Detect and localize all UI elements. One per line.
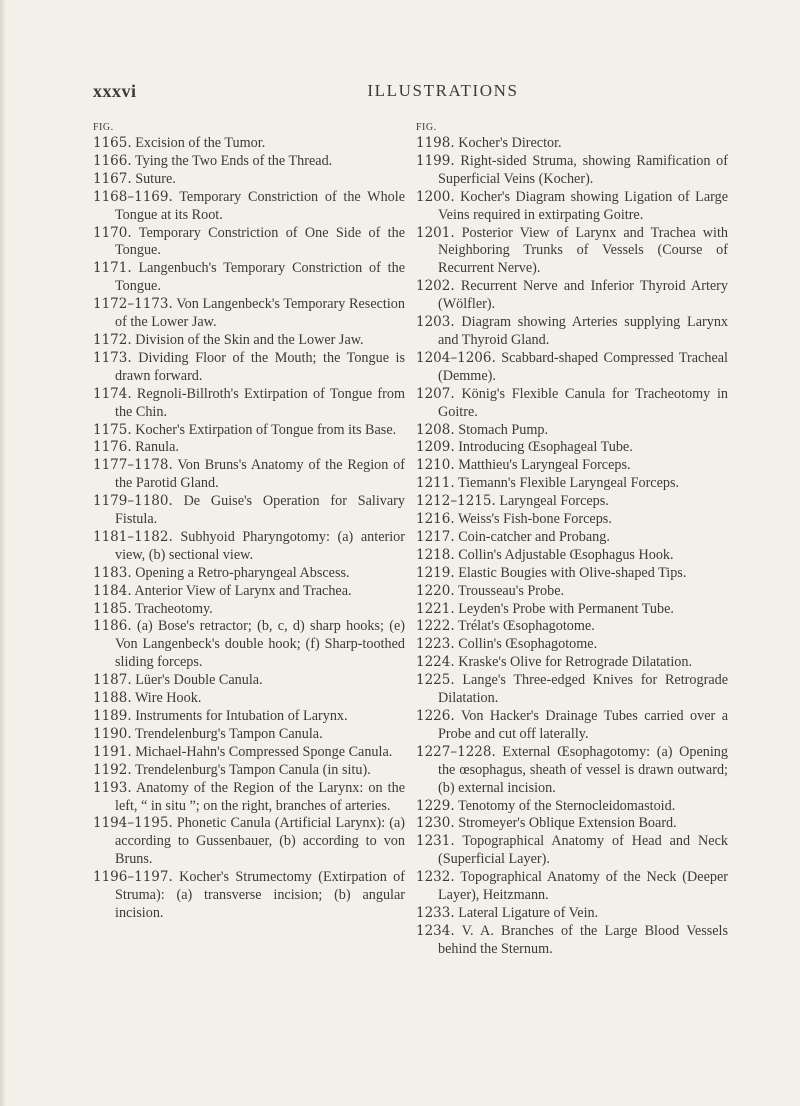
figure-entry: [93, 762, 405, 780]
figure-entry: [416, 798, 728, 816]
figure-number: 1173.: [93, 349, 132, 366]
figure-number: 1192.: [93, 761, 132, 778]
figure-number: 1174.: [93, 385, 132, 402]
figure-number: 1219.: [416, 564, 455, 581]
figure-number: 1225.: [416, 672, 455, 689]
figure-entry: [416, 314, 728, 350]
figure-number: 1209.: [416, 439, 455, 456]
figure-number: 1227–1228.: [416, 743, 496, 760]
figure-caption: Lüer's Double Canula.: [135, 672, 263, 689]
figure-entry: [93, 726, 405, 744]
figure-caption: König's Flexible Canula for Tracheotomy in Goitre.: [438, 385, 729, 420]
figure-number: 1229.: [416, 797, 455, 814]
figure-entry: [416, 565, 728, 583]
figure-entry: [93, 332, 405, 350]
figure-caption: Kraske's Olive for Retrograde Dilatation.: [458, 654, 693, 671]
figure-caption: Subhyoid Pharyngotomy: (a) anterior view, (b) sectional view.: [115, 528, 405, 563]
figure-number: 1171.: [93, 260, 132, 277]
figure-entry: [93, 618, 405, 672]
figure-number: 1172–1173.: [93, 296, 173, 313]
figure-caption: Instruments for Intubation of Larynx.: [135, 708, 348, 724]
figure-caption: Introducing Œsophageal Tube.: [458, 439, 633, 456]
figure-number: 1231.: [416, 833, 455, 850]
figure-caption: De Guise's Operation for Salivary Fistula.: [115, 493, 405, 528]
figure-caption: Suture.: [135, 170, 176, 187]
right-entry-list: [416, 135, 728, 959]
figure-caption: Diagram showing Arteries supplying Larynx and Thyroid Gland.: [438, 314, 729, 348]
figure-caption: Langenbuch's Temporary Constriction of the Tongue.: [115, 260, 405, 295]
figure-number: 1166.: [93, 152, 132, 169]
figure-entry: [93, 493, 405, 529]
figure-entry: [93, 439, 405, 457]
figure-number: 1175.: [93, 421, 132, 438]
figure-number: 1167.: [93, 170, 132, 187]
figure-entry: [416, 225, 728, 279]
figure-caption: Trendelenburg's Tampon Canula (in situ).: [134, 761, 371, 778]
figure-number: 1234.: [416, 922, 455, 939]
figure-caption: Anterior View of Larynx and Trachea.: [134, 582, 352, 599]
figure-entry: [416, 618, 728, 636]
figure-number: 1187.: [93, 672, 132, 689]
figure-number: 1221.: [416, 600, 455, 617]
figure-entry: [93, 153, 405, 171]
figure-entry: [416, 547, 728, 565]
figure-entry: [416, 744, 728, 798]
figure-caption: Tracheotomy.: [134, 600, 213, 617]
figure-number: 1165.: [93, 135, 132, 151]
figure-caption: Right-sided Struma, showing Ramification of Superficial Veins (Kocher).: [438, 152, 728, 187]
figure-number: 1193.: [93, 779, 132, 796]
figure-caption: Elastic Bougies with Olive-shaped Tips.: [458, 564, 687, 581]
figure-entry: [416, 135, 728, 153]
figure-caption: Topographical Anatomy of the Neck (Deeper Layer), Heitzmann.: [438, 869, 728, 904]
right-column: [416, 122, 728, 959]
figure-number: 1177–1178.: [93, 457, 173, 474]
figure-number: 1226.: [416, 708, 455, 724]
figure-entry: [93, 296, 405, 332]
figure-caption: Collin's Adjustable Œsophagus Hook.: [458, 546, 674, 563]
fig-column-label: FIG.: [93, 122, 114, 133]
figure-caption: Trousseau's Probe.: [457, 582, 565, 599]
figure-entry: [93, 869, 405, 923]
figure-number: 1185.: [93, 600, 132, 617]
fig-column-label: FIG.: [416, 122, 437, 133]
figure-number: 1222.: [416, 618, 455, 635]
figure-number: 1191.: [93, 743, 132, 760]
figure-entry: [93, 672, 405, 690]
page-header: [93, 81, 733, 105]
figure-caption: External Œsophagotomy: (a) Opening the œsophagus, sheath of vessel is drawn outward; (b) external incision.: [438, 743, 728, 796]
figure-entry: [416, 350, 728, 386]
figure-caption: Regnoli-Billroth's Extirpation of Tongue from the Chin.: [115, 385, 406, 420]
figure-number: 1230.: [416, 815, 455, 832]
figure-caption: Tying the Two Ends of the Thread.: [134, 152, 333, 169]
figure-caption: Posterior View of Larynx and Trachea with Neighboring Trunks of Vessels (Course of Recurrent Nerve).: [438, 224, 729, 277]
figure-caption: Von Langenbeck's Temporary Resection of the Lower Jaw.: [115, 296, 405, 331]
figure-number: 1211.: [416, 475, 455, 492]
figure-number: 1198.: [416, 135, 455, 151]
figure-caption: Coin-catcher and Probang.: [458, 528, 610, 545]
figure-entry: [93, 780, 405, 816]
left-column: [93, 122, 405, 923]
figure-caption: Michael-Hahn's Compressed Sponge Canula.: [135, 743, 393, 760]
figure-caption: Lange's Three-edged Knives for Retrograde Dilatation.: [438, 672, 729, 707]
figure-caption: Phonetic Canula (Artificial Larynx): (a) according to Gussenbauer, (b) according to von Bruns.: [115, 815, 405, 868]
figure-caption: Wire Hook.: [134, 690, 202, 707]
figure-entry: [416, 905, 728, 923]
figure-number: 1202.: [416, 278, 455, 295]
figure-entry: [416, 422, 728, 440]
figure-number: 1172.: [93, 331, 132, 348]
figure-number: 1217.: [416, 528, 455, 545]
figure-number: 1184.: [93, 582, 132, 599]
figure-entry: [416, 386, 728, 422]
figure-entry: [93, 565, 405, 583]
figure-entry: [416, 439, 728, 457]
figure-caption: Division of the Skin and the Lower Jaw.: [135, 331, 364, 348]
running-head-title: ILLUSTRATIONS: [367, 81, 519, 100]
figure-number: 1207.: [416, 385, 455, 402]
figure-entry: [416, 636, 728, 654]
figure-number: 1204–1206.: [416, 349, 496, 366]
figure-caption: Stomach Pump.: [458, 421, 549, 438]
figure-entry: [416, 601, 728, 619]
figure-number: 1176.: [93, 439, 132, 456]
figure-number: 1212–1215.: [416, 493, 496, 510]
figure-caption: Lateral Ligature of Vein.: [458, 904, 599, 921]
figure-entry: [93, 529, 405, 565]
figure-caption: Laryngeal Forceps.: [499, 493, 609, 510]
figure-number: 1201.: [416, 224, 455, 241]
page-edge-shadow: [0, 0, 6, 1106]
figure-number: 1216.: [416, 511, 455, 528]
figure-number: 1218.: [416, 546, 455, 563]
figure-number: 1208.: [416, 421, 455, 438]
figure-number: 1179–1180.: [93, 493, 173, 510]
figure-caption: Tenotomy of the Sternocleidomastoid.: [457, 797, 676, 814]
figure-caption: Opening a Retro-pharyngeal Abscess.: [135, 564, 350, 581]
figure-entry: [416, 833, 728, 869]
figure-caption: Collin's Œsophagotome.: [458, 636, 598, 653]
left-entry-list: [93, 135, 405, 923]
figure-entry: [416, 672, 728, 708]
figure-number: 1186.: [93, 618, 132, 635]
figure-number: 1168–1169.: [93, 188, 173, 205]
figure-entry: [93, 744, 405, 762]
figure-number: 1183.: [93, 564, 132, 581]
figure-entry: [416, 153, 728, 189]
figure-caption: (a) Bose's retractor; (b, c, d) sharp hooks; (e) Von Langenbeck's double hook; (f) Sharp-toothed sliding forceps.: [115, 618, 405, 671]
figure-caption: Matthieu's Laryngeal Forceps.: [458, 457, 631, 474]
figure-entry: [93, 815, 405, 869]
figure-caption: Anatomy of the Region of the Larynx: on the left, “ in situ ”; on the right, branches of arteries.: [115, 779, 405, 814]
figure-caption: Trendelenburg's Tampon Canula.: [134, 725, 323, 742]
figure-entry: [93, 386, 405, 422]
figure-number: 1194–1195.: [93, 815, 173, 832]
figure-entry: [416, 475, 728, 493]
figure-caption: Kocher's Diagram showing Ligation of Large Veins required in extirpating Goitre.: [438, 188, 728, 223]
figure-number: 1232.: [416, 869, 455, 886]
figure-entry: [416, 493, 728, 511]
figure-caption: Trélat's Œsophagotome.: [457, 618, 595, 635]
figure-entry: [416, 278, 728, 314]
figure-number: 1188.: [93, 690, 132, 707]
figure-caption: Temporary Constriction of the Whole Tongue at its Root.: [115, 188, 405, 223]
figure-number: 1199.: [416, 152, 455, 169]
figure-caption: V. A. Branches of the Large Blood Vessels behind the Sternum.: [438, 922, 728, 957]
figure-caption: Temporary Constriction of One Side of the Tongue.: [115, 224, 406, 259]
figure-entry: [416, 869, 728, 905]
figure-caption: Scabbard-shaped Compressed Tracheal (Demme).: [438, 349, 728, 384]
figure-entry: [416, 583, 728, 601]
figure-entry: [93, 708, 405, 726]
figure-number: 1181–1182.: [93, 528, 173, 545]
figure-entry: [93, 601, 405, 619]
figure-entry: [416, 815, 728, 833]
figure-entry: [93, 135, 405, 153]
figure-caption: Von Hacker's Drainage Tubes carried over a Probe and cut off laterally.: [438, 708, 728, 742]
figure-number: 1200.: [416, 188, 455, 205]
figure-number: 1233.: [416, 904, 455, 921]
figure-entry: [93, 350, 405, 386]
figure-entry: [416, 529, 728, 547]
figure-number: 1224.: [416, 654, 455, 671]
figure-caption: Kocher's Strumectomy (Extirpation of Struma): (a) transverse incision; (b) angular incision.: [115, 869, 406, 921]
figure-number: 1190.: [93, 725, 132, 742]
figure-caption: Ranula.: [135, 439, 179, 456]
figure-entry: [93, 171, 405, 189]
figure-entry: [416, 708, 728, 744]
figure-entry: [93, 225, 405, 261]
figure-number: 1220.: [416, 582, 455, 599]
figure-entry: [93, 189, 405, 225]
figure-number: 1203.: [416, 314, 455, 331]
figure-entry: [416, 511, 728, 529]
figure-entry: [93, 422, 405, 440]
figure-entry: [416, 923, 728, 959]
figure-caption: Recurrent Nerve and Inferior Thyroid Artery (Wölfler).: [438, 278, 728, 313]
figure-entry: [93, 690, 405, 708]
figure-caption: Leyden's Probe with Permanent Tube.: [458, 600, 674, 617]
figure-caption: Von Bruns's Anatomy of the Region of the Parotid Gland.: [115, 457, 405, 492]
figure-caption: Topographical Anatomy of Head and Neck (Superficial Layer).: [438, 833, 728, 868]
figure-caption: Kocher's Director.: [458, 135, 562, 151]
figure-entry: [416, 654, 728, 672]
figure-caption: Tiemann's Flexible Laryngeal Forceps.: [457, 475, 680, 492]
figure-number: 1189.: [93, 708, 132, 724]
figure-entry: [416, 457, 728, 475]
figure-entry: [93, 583, 405, 601]
page-number: xxxvi: [93, 81, 137, 101]
figure-number: 1196–1197.: [93, 869, 173, 886]
figure-number: 1223.: [416, 636, 455, 653]
figure-caption: Kocher's Extirpation of Tongue from its Base.: [135, 421, 397, 438]
figure-caption: Excision of the Tumor.: [135, 135, 266, 151]
figure-number: 1170.: [93, 224, 132, 241]
figure-caption: Dividing Floor of the Mouth; the Tongue is drawn forward.: [115, 349, 405, 384]
figure-entry: [416, 189, 728, 225]
figure-caption: Stromeyer's Oblique Extension Board.: [458, 815, 677, 832]
figure-entry: [93, 260, 405, 296]
figure-entry: [93, 457, 405, 493]
figure-caption: Weiss's Fish-bone Forceps.: [457, 511, 612, 528]
figure-number: 1210.: [416, 457, 455, 474]
